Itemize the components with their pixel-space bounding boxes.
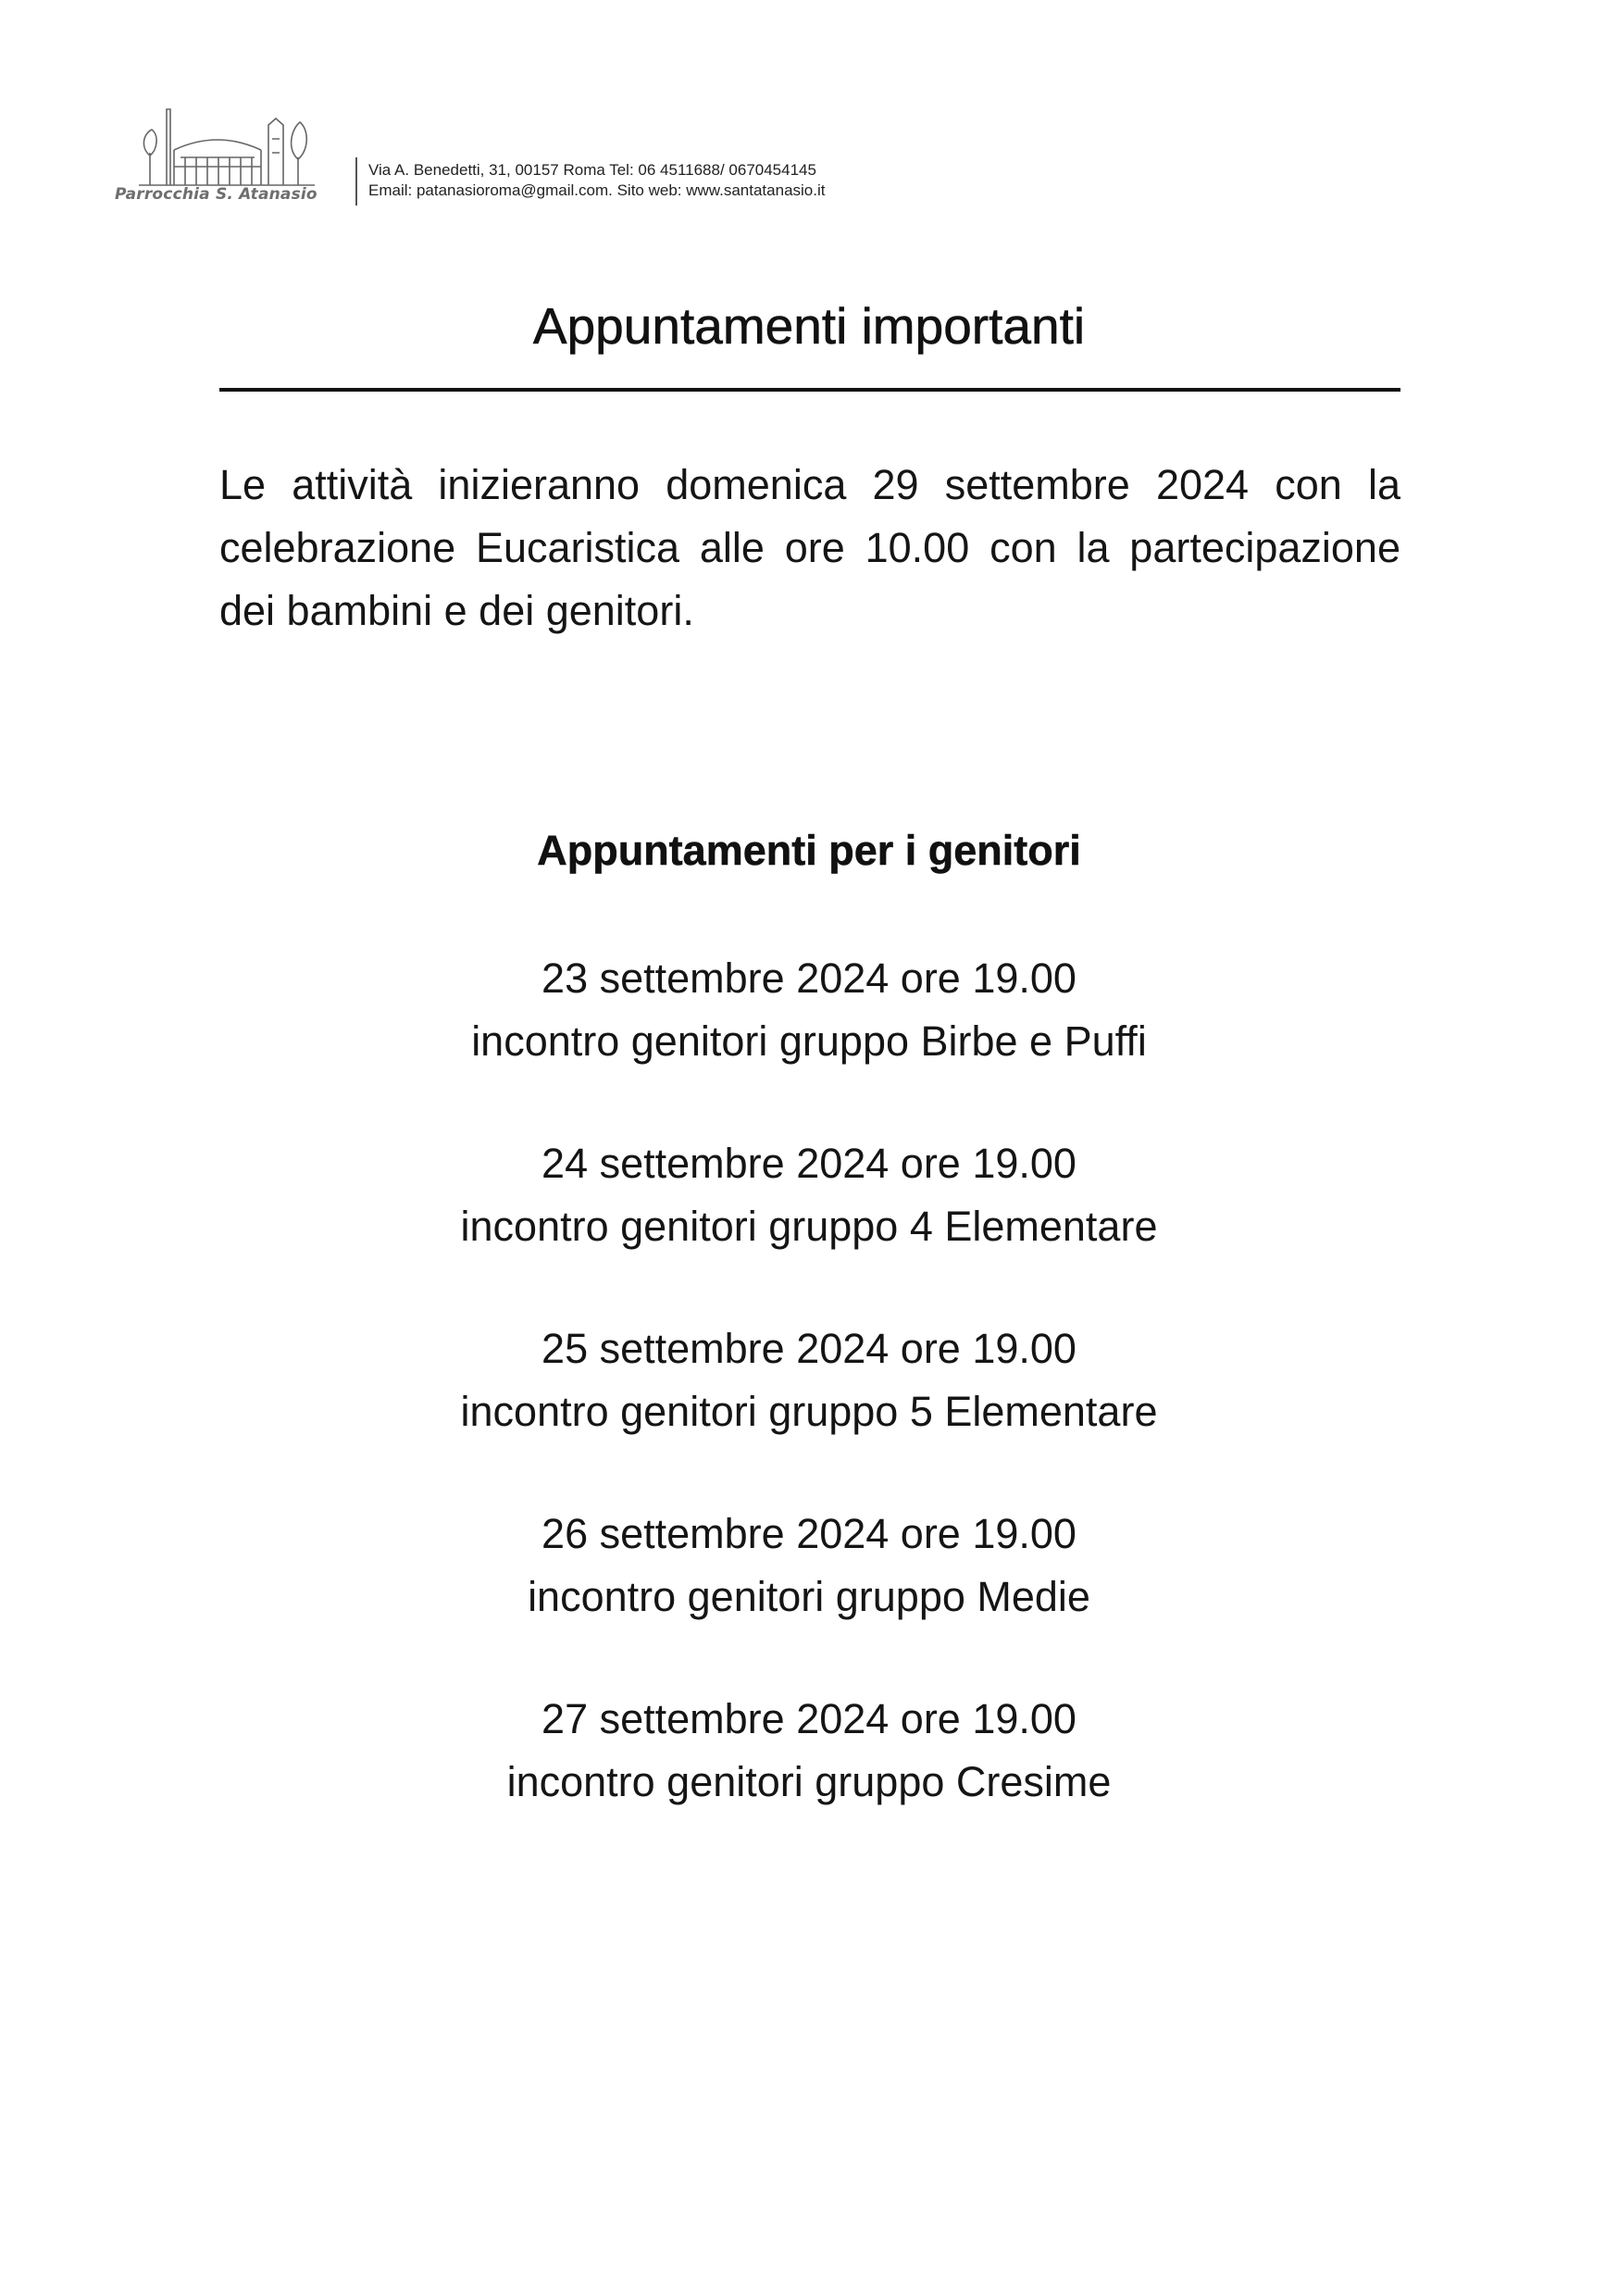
appointment-description: incontro genitori gruppo Medie (528, 1573, 1090, 1620)
contact-block (368, 160, 825, 201)
intro-paragraph: Le attività inizieranno domenica 29 settembre 2024 con la celebrazione Eucaristica alle ore 10.00 con la partecipazione dei bambini e dei genitori. (219, 461, 1400, 634)
appointment-item (0, 1132, 1618, 1317)
appointment-description: incontro genitori gruppo Birbe e Puffi (471, 1017, 1147, 1065)
appointment-item (0, 947, 1618, 1132)
church-sketch-icon (130, 102, 324, 190)
appointment-description: incontro genitori gruppo Cresime (506, 1758, 1112, 1805)
appointment-item (0, 1688, 1618, 1873)
appointment-item (0, 1503, 1618, 1688)
section-subtitle: Appuntamenti per i genitori (537, 827, 1081, 874)
appointment-description: incontro genitori gruppo 4 Elementare (460, 1203, 1158, 1250)
parish-logo (111, 102, 329, 204)
appointment-date: 24 settembre 2024 ore 19.00 (541, 1140, 1077, 1187)
address-line: Via A. Benedetti, 31, 00157 Roma Tel: 06 4511688/ 0670454145 (368, 161, 816, 179)
page-title: Appuntamenti importanti (532, 297, 1086, 355)
title-underline (219, 388, 1400, 392)
appointment-item (0, 1317, 1618, 1503)
letterhead (111, 102, 1037, 204)
appointments-list (0, 947, 1618, 1873)
appointment-date: 23 settembre 2024 ore 19.00 (541, 955, 1077, 1002)
contact-line: Email: patanasioroma@gmail.com. Sito web: www.santatanasio.it (368, 181, 826, 199)
logo-wordmark: Parrocchia S. Atanasio (115, 185, 317, 204)
appointment-date: 26 settembre 2024 ore 19.00 (541, 1510, 1077, 1557)
appointment-description: incontro genitori gruppo 5 Elementare (460, 1388, 1158, 1435)
appointment-date: 25 settembre 2024 ore 19.00 (541, 1325, 1077, 1372)
header-divider (355, 157, 357, 206)
appointment-date: 27 settembre 2024 ore 19.00 (541, 1695, 1077, 1742)
